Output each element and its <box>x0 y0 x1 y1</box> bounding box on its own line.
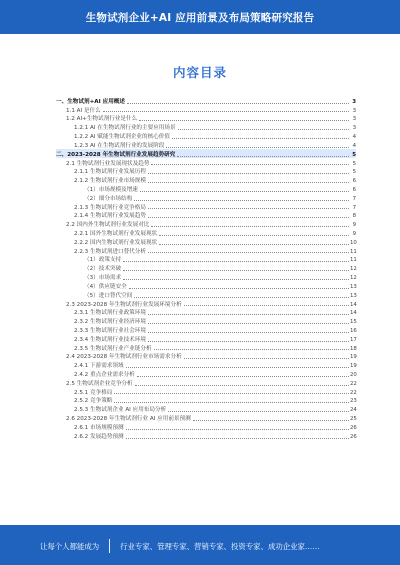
toc-leader-dots <box>123 261 349 262</box>
toc-entry-title: 2.1.4 生物试剂行业发展趋势 <box>74 213 146 220</box>
toc-entry-page: 22 <box>350 380 357 387</box>
report-header <box>0 0 400 34</box>
toc-entry-page: 12 <box>350 266 357 273</box>
toc-leader-dots <box>148 341 349 342</box>
toc-entry[interactable] <box>56 431 356 440</box>
toc-entry-page: 14 <box>350 301 357 308</box>
toc-entry[interactable] <box>56 219 356 228</box>
toc-entry-page: 5 <box>352 169 356 176</box>
toc-entry[interactable] <box>56 369 356 378</box>
footer-divider <box>109 539 110 553</box>
toc-entry[interactable] <box>56 228 356 237</box>
toc-entry[interactable] <box>56 352 356 361</box>
toc-entry-title: （3）市场需求 <box>84 275 122 282</box>
toc-entry-title: 2.1.1 生物试剂行业发展历程 <box>74 169 146 176</box>
toc-entry-title: 2.2 国内外生物试剂行业发展对比 <box>66 222 150 229</box>
toc-leader-dots <box>154 349 349 350</box>
toc-leader-dots <box>148 182 349 183</box>
toc-entry-title: 2.5.3 生物试剂企业 AI 应用布局分析 <box>74 407 167 414</box>
toc-entry[interactable] <box>56 246 356 255</box>
toc-entry-title: 2.6.2 发展趋势预测 <box>74 433 124 440</box>
toc-entry[interactable] <box>56 237 356 246</box>
toc-entry[interactable] <box>56 202 356 211</box>
toc-title: 内容目录 <box>172 65 227 80</box>
toc-entry-page: 20 <box>350 372 357 378</box>
toc-entry-title: 2.3 2023-2028 年生物试剂行业发展环境分析 <box>66 301 182 308</box>
toc-entry-page: 6 <box>352 178 356 185</box>
toc-entry-title: 1.2.2 AI 赋能生物试剂企业的核心价值 <box>74 134 170 141</box>
toc-entry-title: 2.3.4 生物试剂行业技术环境 <box>74 336 146 343</box>
toc-entry[interactable] <box>56 272 356 281</box>
footer-slogan-left: 让每个人都能成为 <box>40 541 100 551</box>
toc-entry-page: 3 <box>352 125 356 132</box>
toc-entry-page: 6 <box>352 186 356 193</box>
toc-leader-dots <box>172 138 349 139</box>
toc-entry[interactable] <box>56 308 356 317</box>
toc-leader-dots <box>129 288 349 289</box>
toc-leader-dots <box>123 270 349 271</box>
toc-entry[interactable] <box>56 325 356 334</box>
toc-entry[interactable] <box>56 299 356 308</box>
toc-leader-dots <box>140 191 349 192</box>
toc-entry[interactable] <box>56 413 356 422</box>
toc-entry[interactable] <box>56 316 356 325</box>
toc-entry-page: 14 <box>350 310 357 317</box>
footer-slogan <box>40 539 320 553</box>
toc-entry[interactable] <box>56 140 356 149</box>
toc-entry-title: 2.6 2023-2028 年生物试剂行业 AI 应用前景预测 <box>66 416 191 423</box>
toc-entry-title: （2）细分市场结构 <box>84 195 133 202</box>
toc-entry-title: 2.5 生物试剂企业竞争分析 <box>66 380 133 387</box>
toc-entry[interactable] <box>56 422 356 431</box>
toc-entry[interactable] <box>56 404 356 413</box>
toc-entry-title: 2.2.1 国外生物试剂行业发展现状 <box>74 231 158 237</box>
toc-entry-page: 19 <box>350 354 357 361</box>
toc-entry-page: 26 <box>350 424 357 431</box>
toc-entry-page: 18 <box>350 345 357 352</box>
toc-entry[interactable] <box>56 360 356 369</box>
toc-entry[interactable] <box>56 281 356 290</box>
toc-leader-dots <box>126 438 349 439</box>
toc-entry[interactable] <box>56 149 356 158</box>
toc-entry-page: 22 <box>350 389 357 396</box>
toc-leader-dots <box>148 252 349 253</box>
toc-leader-dots <box>184 358 349 359</box>
toc-entry[interactable] <box>56 396 356 405</box>
toc-entry-page: 7 <box>352 195 356 202</box>
toc-entry[interactable] <box>56 96 356 105</box>
toc-leader-dots <box>134 200 349 201</box>
toc-entry-page: 4 <box>352 142 356 149</box>
toc-leader-dots <box>148 208 349 209</box>
toc-entry[interactable] <box>56 175 356 184</box>
toc-entry-title: （2）技术突破 <box>84 266 122 273</box>
toc-entry[interactable] <box>56 263 356 272</box>
toc-entry[interactable] <box>56 131 356 140</box>
toc-entry-title: 2.3.5 生物试剂行业产业链分析 <box>74 345 152 352</box>
toc-leader-dots <box>114 402 349 403</box>
toc-entry[interactable] <box>56 211 356 220</box>
toc-entry[interactable] <box>56 378 356 387</box>
toc-entry-title: 2.6.1 市场规模预测 <box>74 424 124 431</box>
toc-entry-title: 2.3.2 生物试剂行业经济环境 <box>74 319 146 326</box>
toc-leader-dots <box>148 323 349 324</box>
toc-entry-page: 13 <box>350 292 357 299</box>
toc-leader-dots <box>126 429 349 430</box>
toc-entry-page: 9 <box>352 222 356 229</box>
toc-leader-dots <box>148 332 349 333</box>
toc-leader-dots <box>137 376 349 377</box>
toc-entry-title: 1.2.1 AI 在生物试剂行业的主要应用场景 <box>74 125 176 132</box>
toc-leader-dots <box>177 156 349 157</box>
toc-entry-page: 26 <box>350 433 357 440</box>
toc-entry-page: 15 <box>350 319 357 326</box>
toc-entry-title: 2.2.3 生物试剂进口替代分析 <box>74 248 146 255</box>
toc-leader-dots <box>184 305 349 306</box>
toc-entry[interactable] <box>56 158 356 167</box>
toc-entry-title: （5）进口替代空间 <box>84 292 133 299</box>
toc-entry-page: 25 <box>350 416 357 423</box>
toc-entry-page: 17 <box>350 336 357 343</box>
toc-entry-title: 2.1 生物试剂行业发展现状及趋势 <box>66 160 150 167</box>
toc-entry-page: 3 <box>352 116 356 123</box>
toc-entry-page: 3 <box>352 107 356 114</box>
toc-leader-dots <box>139 120 349 121</box>
toc-entry-title: 2.3.1 生物试剂行业政策环境 <box>74 310 146 317</box>
toc-entry-page: 4 <box>352 134 356 141</box>
toc-entry-title: 2.5.2 竞争策略 <box>74 398 113 405</box>
toc-leader-dots <box>151 164 349 165</box>
toc-entry[interactable] <box>56 255 356 264</box>
toc-entry-page: 3 <box>352 98 356 105</box>
toc-leader-dots <box>148 173 349 174</box>
toc-entry-title: 一、生物试剂+AI 应用概述 <box>56 98 125 105</box>
toc-entry-title: 1.2 AI+生物试剂行业是什么 <box>66 116 138 123</box>
toc-leader-dots <box>178 129 349 130</box>
toc-entry-page: 13 <box>350 283 357 290</box>
toc-leader-dots <box>151 226 349 227</box>
toc-entry[interactable] <box>56 290 356 299</box>
toc-entry-page: 7 <box>352 204 356 211</box>
toc-entry-title: 2.4 2023-2028 年生物试剂行业市场需求分析 <box>66 354 182 361</box>
toc-entry-title: （4）供应链安全 <box>84 283 127 290</box>
toc-leader-dots <box>127 103 349 104</box>
report-title: 生物试剂企业+AI 应用前景及布局策略研究报告 <box>85 11 315 24</box>
table-of-contents <box>56 96 356 440</box>
toc-leader-dots <box>135 385 349 386</box>
toc-entry-title: 2.5.1 竞争格局 <box>74 389 113 396</box>
toc-entry-page: 10 <box>350 239 357 246</box>
toc-leader-dots <box>148 217 349 218</box>
toc-leader-dots <box>126 367 349 368</box>
toc-entry-page: 5 <box>352 151 356 158</box>
toc-entry[interactable] <box>56 343 356 352</box>
toc-entry-title: 2.2.2 国内生物试剂行业发展现状 <box>74 239 158 246</box>
toc-entry-title: 2.1.3 生物试剂行业竞争格局 <box>74 204 146 211</box>
toc-entry-title: 2.4.1 下游需求领域 <box>74 363 124 370</box>
toc-entry-title: 1.1 AI 是什么 <box>66 107 101 114</box>
toc-entry-title: 2.1.2 生物试剂行业市场规模 <box>74 178 146 185</box>
footer-banner <box>0 525 400 565</box>
toc-entry-title: （1）市场规模及增速 <box>84 186 138 193</box>
toc-entry-page: 11 <box>350 248 357 255</box>
toc-entry-page: 11 <box>350 257 357 264</box>
toc-leader-dots <box>114 393 349 394</box>
toc-entry-title: 1.2.3 AI 在生物试剂行业的发展阶段 <box>74 142 165 149</box>
toc-entry-title: 2.4.2 重点企业需求分析 <box>74 372 135 378</box>
toc-entry[interactable] <box>56 105 356 114</box>
toc-entry-page: 19 <box>350 363 357 370</box>
toc-entry-page: 5 <box>352 160 356 167</box>
toc-entry[interactable] <box>56 193 356 202</box>
toc-entry[interactable] <box>56 184 356 193</box>
toc-leader-dots <box>159 244 349 245</box>
toc-leader-dots <box>168 411 349 412</box>
toc-leader-dots <box>166 147 349 148</box>
toc-entry-title: （1）政策支持 <box>84 257 122 264</box>
toc-entry[interactable] <box>56 114 356 123</box>
toc-entry-page: 16 <box>350 327 357 334</box>
toc-leader-dots <box>123 279 349 280</box>
toc-entry-page: 23 <box>350 398 357 405</box>
toc-leader-dots <box>134 297 349 298</box>
toc-entry[interactable] <box>56 167 356 176</box>
toc-entry-page: 9 <box>352 231 356 237</box>
toc-entry-page: 12 <box>350 275 357 282</box>
toc-entry-title: 2.3.3 生物试剂行业社会环境 <box>74 327 146 334</box>
toc-entry-title: 二、2023-2028 年生物试剂行业发展趋势研究 <box>56 151 176 158</box>
toc-entry[interactable] <box>56 387 356 396</box>
footer-slogan-right: 行业专家、管理专家、营销专家、投资专家、成功企业家…… <box>120 541 320 551</box>
toc-entry[interactable] <box>56 334 356 343</box>
toc-leader-dots <box>193 420 349 421</box>
toc-leader-dots <box>148 314 349 315</box>
toc-entry-page: 24 <box>350 407 357 414</box>
toc-entry[interactable] <box>56 122 356 131</box>
toc-leader-dots <box>159 235 349 236</box>
toc-entry-page: 8 <box>352 213 356 220</box>
toc-leader-dots <box>103 111 349 112</box>
